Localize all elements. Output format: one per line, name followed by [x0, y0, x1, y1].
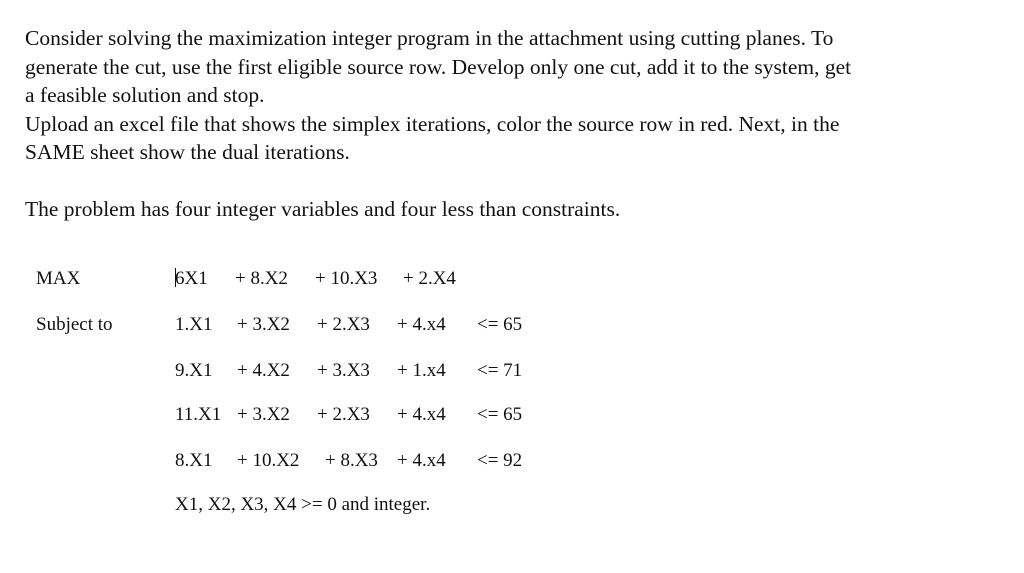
constraint-term: 9.X1: [175, 360, 213, 381]
constraint-rhs: <= 65: [477, 404, 523, 425]
nonnegativity-constraint: X1, X2, X3, X4 >= 0 and integer.: [175, 494, 431, 515]
objective-term: + 10.X3: [315, 268, 378, 289]
objective-term: + 2.X4: [403, 268, 456, 289]
constraint-term: + 4.x4: [397, 314, 446, 335]
objective-expression: [175, 268, 456, 290]
statement-line: Consider solving the maximization integer program in the attachment using cutting planes. To: [25, 26, 834, 50]
constraint-term: + 2.X3: [317, 314, 370, 335]
constraint-rhs: <= 71: [477, 360, 523, 381]
constraint-rhs: <= 92: [477, 450, 523, 471]
objective-term: + 8.X2: [235, 268, 288, 289]
constraint-term: + 3.X2: [237, 404, 290, 425]
problem-summary: The problem has four integer variables and four less than constraints.: [25, 197, 621, 221]
constraint-expression: [175, 314, 522, 336]
statement-line: Upload an excel file that shows the simplex iterations, color the source row in red. Next, in the: [25, 111, 840, 136]
constraint-expression: [175, 360, 522, 382]
max-label: MAX: [36, 268, 81, 289]
constraint-expression: [175, 450, 522, 472]
blank-line: [25, 167, 1005, 196]
problem-statement: [25, 24, 1005, 224]
constraint-term: 11.X1: [175, 404, 222, 425]
statement-line: generate the cut, use the first eligible source row. Develop only one cut, add it to the system, get: [25, 54, 852, 79]
constraint-term: + 4.x4: [397, 450, 446, 471]
constraint-term: + 2.X3: [317, 404, 370, 425]
statement-line: a feasible solution and stop.: [25, 83, 265, 107]
constraint-term: + 4.X2: [237, 360, 290, 381]
constraint-term: + 3.X2: [237, 314, 290, 335]
subject-to-label: Subject to: [36, 314, 113, 335]
constraint-term: + 8.X3: [325, 450, 378, 471]
constraint-term: + 4.x4: [397, 404, 446, 425]
statement-line: SAME sheet show the dual iterations.: [25, 140, 350, 164]
objective-term: 6X1: [175, 268, 208, 289]
constraint-expression: [175, 404, 522, 426]
constraint-term: 1.X1: [175, 314, 213, 335]
constraint-term: + 10.X2: [237, 450, 300, 471]
constraint-term: + 1.x4: [397, 360, 446, 381]
constraint-rhs: <= 65: [477, 314, 523, 335]
constraint-term: 8.X1: [175, 450, 213, 471]
constraint-term: + 3.X3: [317, 360, 370, 381]
